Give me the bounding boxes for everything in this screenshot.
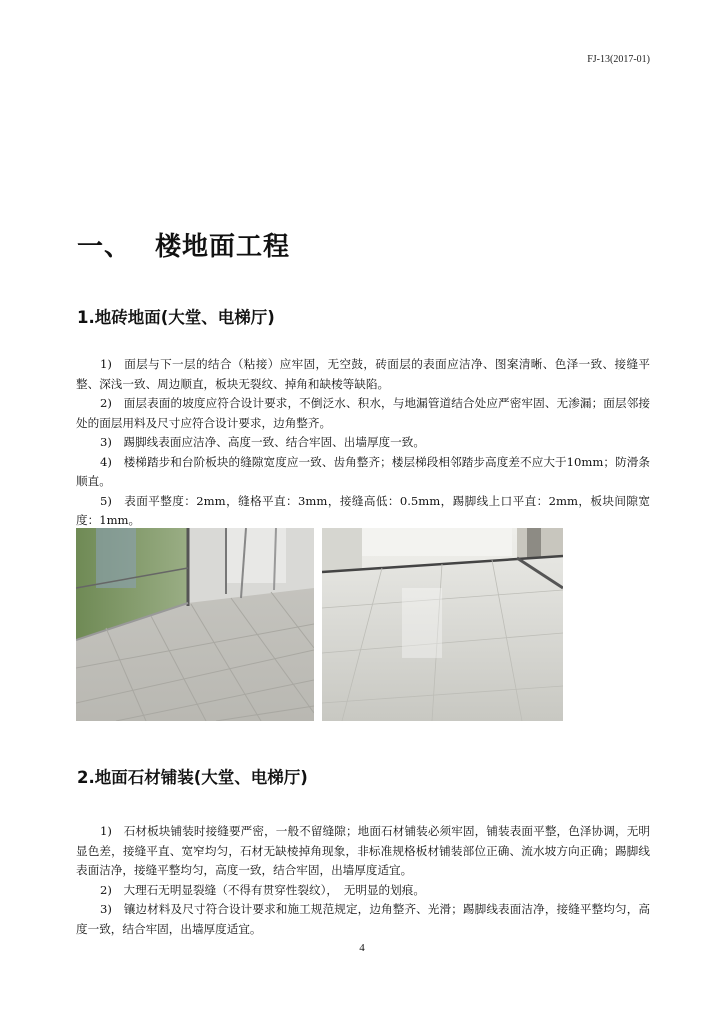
corridor-photo-graphic [322, 528, 563, 721]
balcony-photo-graphic [76, 528, 314, 721]
paragraph: 3) 镶边材料及尺寸符合设计要求和施工规范规定，边角整齐、光滑；踢脚线表面洁净，接缝平整均匀，高度一致，结合牢固，出墙厚度适宜。 [76, 902, 650, 936]
paragraph: 2) 面层表面的坡度应符合设计要求，不倒泛水、积水，与地漏管道结合处应严密牢固、无渗漏；面层邻接处的面层用料及尺寸应符合设计要求，边角整齐。 [76, 396, 650, 430]
paragraph: 4) 楼梯踏步和台阶板块的缝隙宽度应一致、齿角整齐；楼层梯段相邻踏步高度差不应大于10mm；防滑条顺直。 [76, 454, 650, 488]
page-number: 4 [359, 942, 365, 954]
section-floor-tile-body [76, 355, 650, 531]
chapter-heading [77, 226, 290, 263]
photo-polished-tile-corridor [322, 528, 563, 721]
photo-balcony-tile-floor [76, 528, 314, 721]
document-code: FJ-13(2017-01) [587, 54, 650, 65]
section-title-stone-paving: 2.地面石材铺装(大堂、电梯厅) [77, 768, 308, 787]
section-stone-paving-body [76, 822, 650, 939]
chapter-title: 楼地面工程 [155, 232, 291, 262]
paragraph: 1) 面层与下一层的结合（粘接）应牢固，无空鼓，砖面层的表面应洁净、图案清晰、色泽一致、接缝平整、深浅一致、周边顺直，板块无裂纹、掉角和缺棱等缺陷。 [76, 357, 650, 391]
section-title-floor-tile: 1.地砖地面(大堂、电梯厅) [77, 308, 275, 327]
chapter-number: 一、 [77, 232, 132, 262]
paragraph: 2) 大理石无明显裂缝（不得有贯穿性裂纹）， 无明显的划痕。 [100, 882, 425, 897]
paragraph: 3) 踢脚线表面应洁净、高度一致、结合牢固、出墙厚度一致。 [100, 435, 425, 449]
paragraph: 5) 表面平整度：2mm，缝格平直：3mm，接缝高低：0.5mm，踢脚线上口平直：2mm，板块间隙宽度：1mm。 [76, 493, 650, 527]
paragraph: 1) 石材板块铺装时接缝要严密，一般不留缝隙；地面石材铺装必须牢固，铺装表面平整，色泽协调，无明显色差，接缝平直、宽窄均匀，石材无缺棱掉角现象，非标准规格板材铺装部位正确、流水坡方向正确；踢脚线表面洁净，接缝平整均匀，高度一致，结合牢固，出墙厚度适宜。 [76, 824, 650, 877]
